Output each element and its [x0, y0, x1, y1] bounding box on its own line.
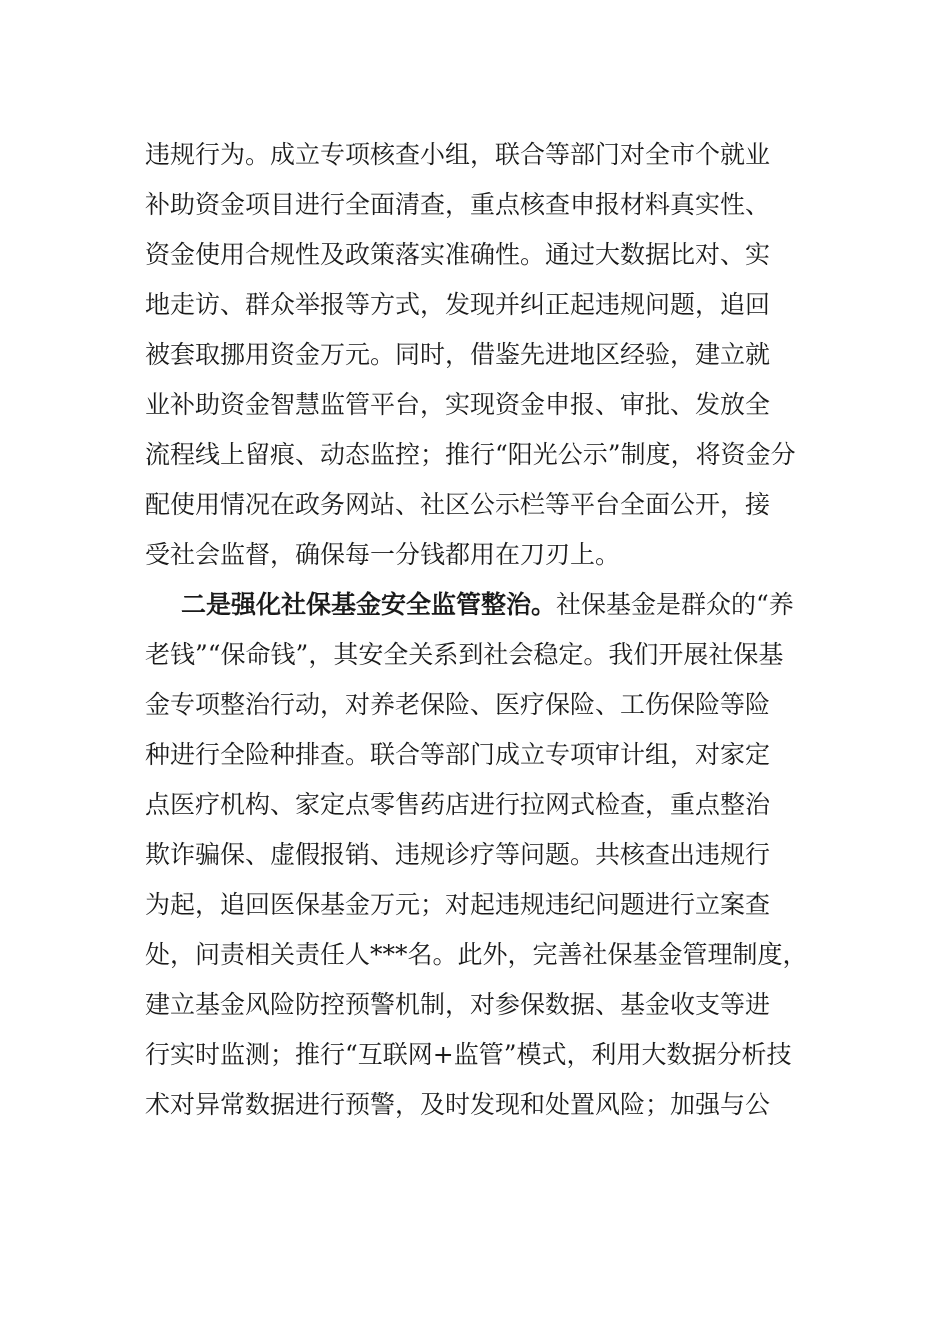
paragraph-2-line-6: 欺诈骗保、虚假报销、违规诊疗等问题。共核查出违规行: [145, 840, 771, 869]
paragraph-1-line-9: 受社会监督，确保每一分钱都用在刀刃上。: [145, 540, 621, 569]
paragraph-2-line-2: 老钱”“保命钱”，其安全关系到社会稳定。我们开展社保基: [145, 640, 784, 669]
paragraph-1-line-2: 补助资金项目进行全面清查，重点核查申报材料真实性、: [145, 190, 771, 219]
body-text: [145, 130, 825, 1130]
paragraph-2-line-8: 处，问责相关责任人***名。此外，完善社保基金管理制度，: [145, 940, 808, 969]
section-heading: 二是强化社保基金安全监管整治。: [181, 590, 557, 619]
paragraph-2-line-3: 金专项整治行动，对养老保险、医疗保险、工伤保险等险: [145, 690, 771, 719]
paragraph-2-line-1: [145, 580, 825, 630]
paragraph-2-line-7: 为起，追回医保基金万元；对起违规违纪问题进行立案查: [145, 890, 771, 919]
paragraph-2-line-1-text: 社保基金是群众的“养: [556, 590, 794, 619]
paragraph-2-line-9: 建立基金风险防控预警机制，对参保数据、基金收支等进: [145, 990, 771, 1019]
paragraph-1-line-5: 被套取挪用资金万元。同时，借鉴先进地区经验，建立就: [145, 340, 771, 369]
paragraph-2-line-5: 点医疗机构、家定点零售药店进行拉网式检查，重点整治: [145, 790, 771, 819]
paragraph-1-line-6: 业补助资金智慧监管平台，实现资金申报、审批、发放全: [145, 390, 771, 419]
paragraph-2-line-11: 术对异常数据进行预警，及时发现和处置风险；加强与公: [145, 1090, 771, 1119]
paragraph-1-line-4: 地走访、群众举报等方式，发现并纠正起违规问题，追回: [145, 290, 771, 319]
paragraph-1-line-8: 配使用情况在政务网站、社区公示栏等平台全面公开，接: [145, 490, 771, 519]
paragraph-2-line-4: 种进行全险种排查。联合等部门成立专项审计组，对家定: [145, 740, 771, 769]
paragraph-1-line-3: 资金使用合规性及政策落实准确性。通过大数据比对、实: [145, 240, 771, 269]
paragraph-1-line-1: 违规行为。成立专项核查小组，联合等部门对全市个就业: [145, 140, 771, 169]
paragraph-2-line-10: 行实时监测；推行“互联网+监管”模式，利用大数据分析技: [145, 1040, 792, 1069]
paragraph-1-line-7: 流程线上留痕、动态监控；推行“阳光公示”制度，将资金分: [145, 440, 796, 469]
